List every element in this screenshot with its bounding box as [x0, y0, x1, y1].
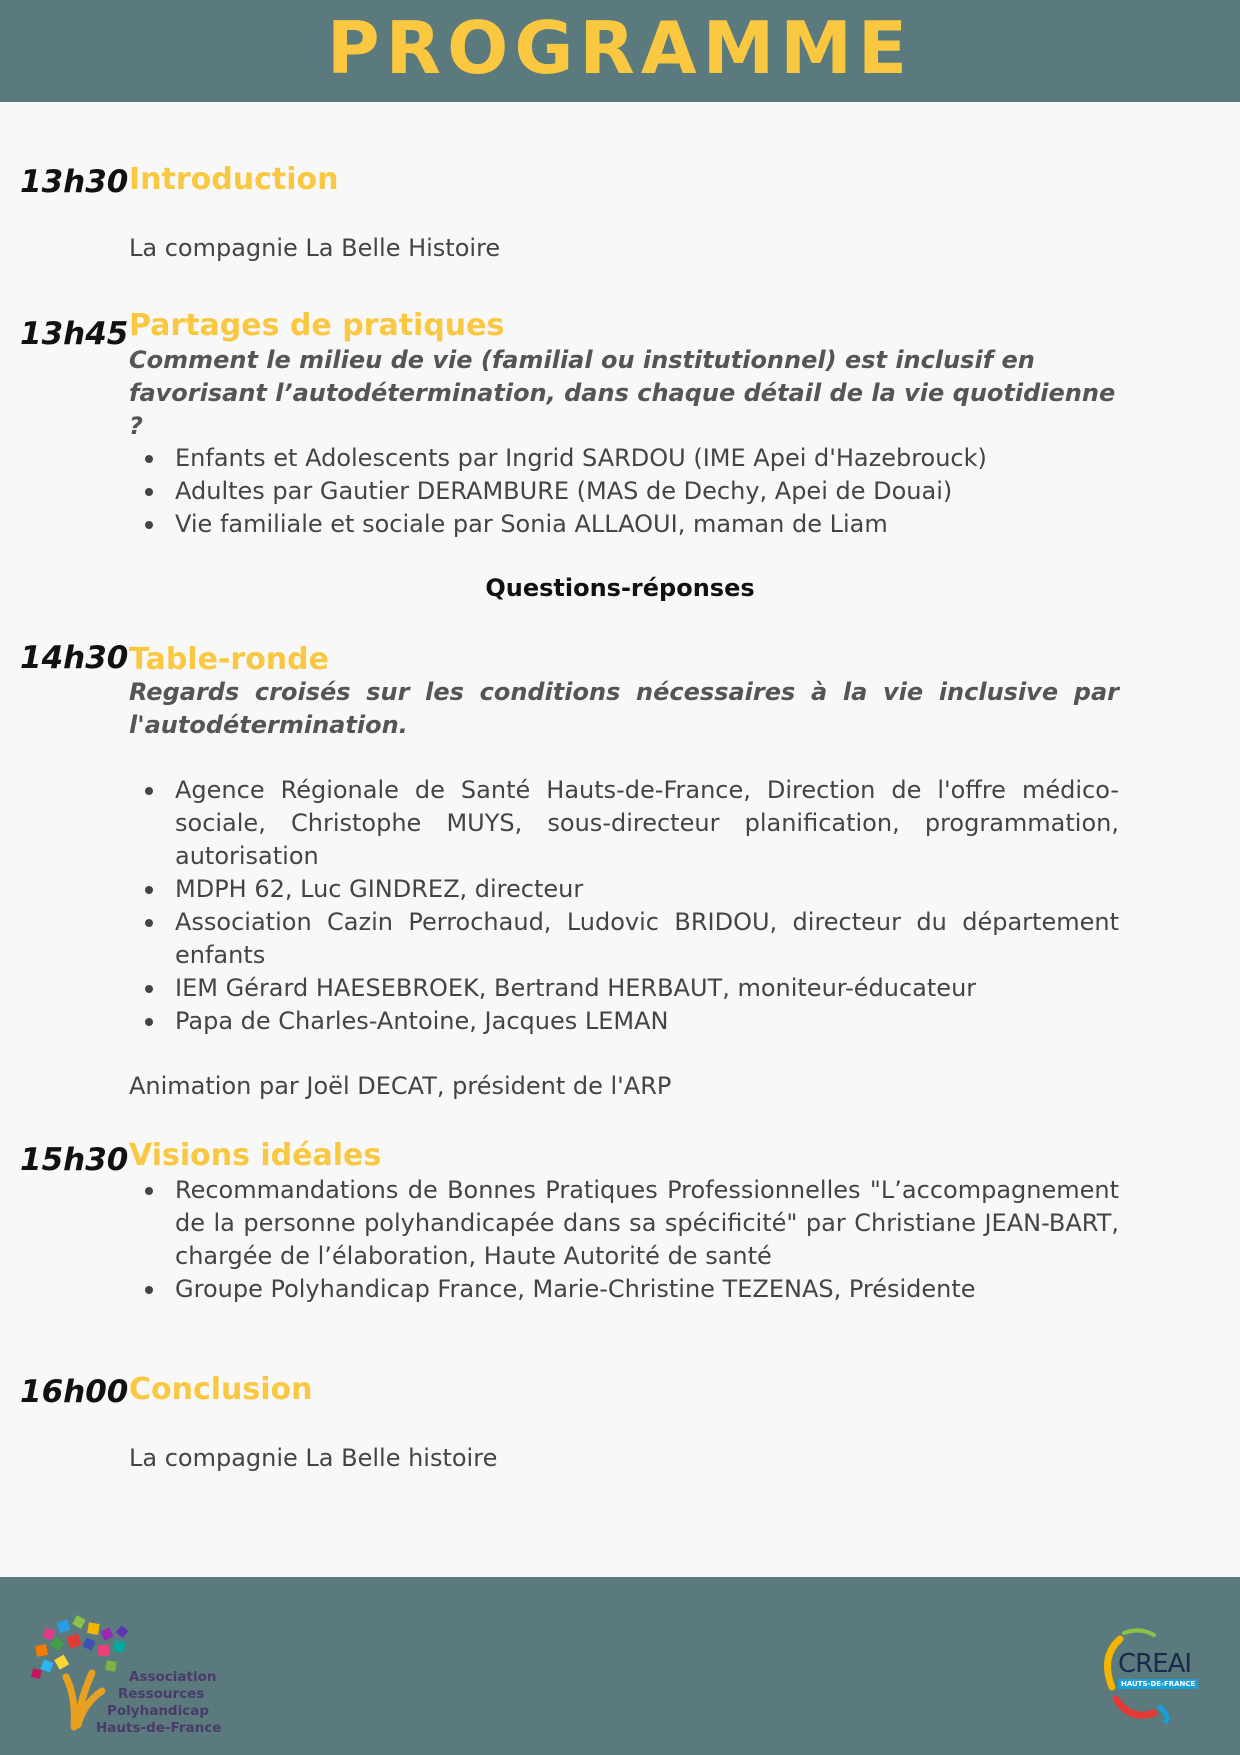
bullet-icon	[145, 455, 153, 463]
questions-reponses: Questions-réponses	[485, 574, 755, 602]
speaker-list	[129, 774, 1119, 1038]
bullet-icon	[145, 488, 153, 496]
bullet-icon	[145, 886, 153, 894]
list-item: Groupe Polyhandicap France, Marie-Christine TEZENAS, Présidente	[129, 1273, 1119, 1306]
time-label: 13h45	[20, 316, 129, 352]
time-label: 16h00	[20, 1374, 129, 1410]
section-heading: Visions idéales	[129, 1138, 382, 1173]
bullet-icon	[145, 1187, 153, 1195]
list-item: IEM Gérard HAESEBROEK, Bertrand HERBAUT, moniteur-éducateur	[129, 972, 1119, 1005]
section-text: La compagnie La Belle Histoire	[129, 234, 501, 262]
section-heading: Conclusion	[129, 1372, 313, 1407]
bullet-icon	[145, 787, 153, 795]
time-label: 13h30	[20, 164, 129, 200]
section-heading: Partages de pratiques	[129, 308, 505, 343]
section-heading: Introduction	[129, 162, 339, 197]
section-heading: Table-ronde	[129, 642, 329, 677]
list-item: Enfants et Adolescents par Ingrid SARDOU (IME Apei d'Hazebrouck)	[129, 442, 1119, 475]
creai-logo-text: CREAI	[1118, 1649, 1192, 1679]
bullet-icon	[145, 1286, 153, 1294]
page-title: PROGRAMME	[326, 6, 914, 90]
time-label: 14h30	[20, 640, 129, 676]
bullet-icon	[145, 985, 153, 993]
list-item: Agence Régionale de Santé Hauts-de-France, Direction de l'offre médico-sociale, Christophe MUYS, sous-directeur planification, programmation, autorisation	[129, 774, 1119, 873]
speaker-list	[129, 1174, 1119, 1306]
list-item: Papa de Charles-Antoine, Jacques LEMAN	[129, 1005, 1119, 1038]
time-label: 15h30	[20, 1142, 129, 1178]
section-subtitle: Comment le milieu de vie (familial ou institutionnel) est inclusif en favorisant l’autodétermination, dans chaque détail de la vie quotidienne ?	[129, 346, 1116, 440]
moderator-text: Animation par Joël DECAT, président de l'ARP	[129, 1072, 672, 1100]
arp-logo-text: Association Ressources Polyhandicap Hauts-de-France	[96, 1669, 222, 1736]
list-item: Vie familiale et sociale par Sonia ALLAOUI, maman de Liam	[129, 508, 1119, 541]
bullet-icon	[145, 1018, 153, 1026]
bullet-icon	[145, 919, 153, 927]
list-item: Association Cazin Perrochaud, Ludovic BRIDOU, directeur du département enfants	[129, 906, 1119, 972]
section-subtitle: Regards croisés sur les conditions nécessaires à la vie inclusive par l'autodétermination.	[129, 678, 1119, 739]
list-item: MDPH 62, Luc GINDREZ, directeur	[129, 873, 1119, 906]
creai-logo-subtext: HAUTS-DE-FRANCE	[1118, 1679, 1198, 1689]
footer-band	[0, 1577, 1240, 1755]
section-text: La compagnie La Belle histoire	[129, 1444, 498, 1472]
speaker-list	[129, 442, 1119, 541]
bullet-icon	[145, 521, 153, 529]
list-item: Recommandations de Bonnes Pratiques Professionnelles "L’accompagnement de la personne polyhandicapée dans sa spécificité" par Christiane JEAN-BART, chargée de l’élaboration, Haute Autorité de santé	[129, 1174, 1119, 1273]
header-band	[0, 0, 1240, 102]
list-item: Adultes par Gautier DERAMBURE (MAS de Dechy, Apei de Douai)	[129, 475, 1119, 508]
